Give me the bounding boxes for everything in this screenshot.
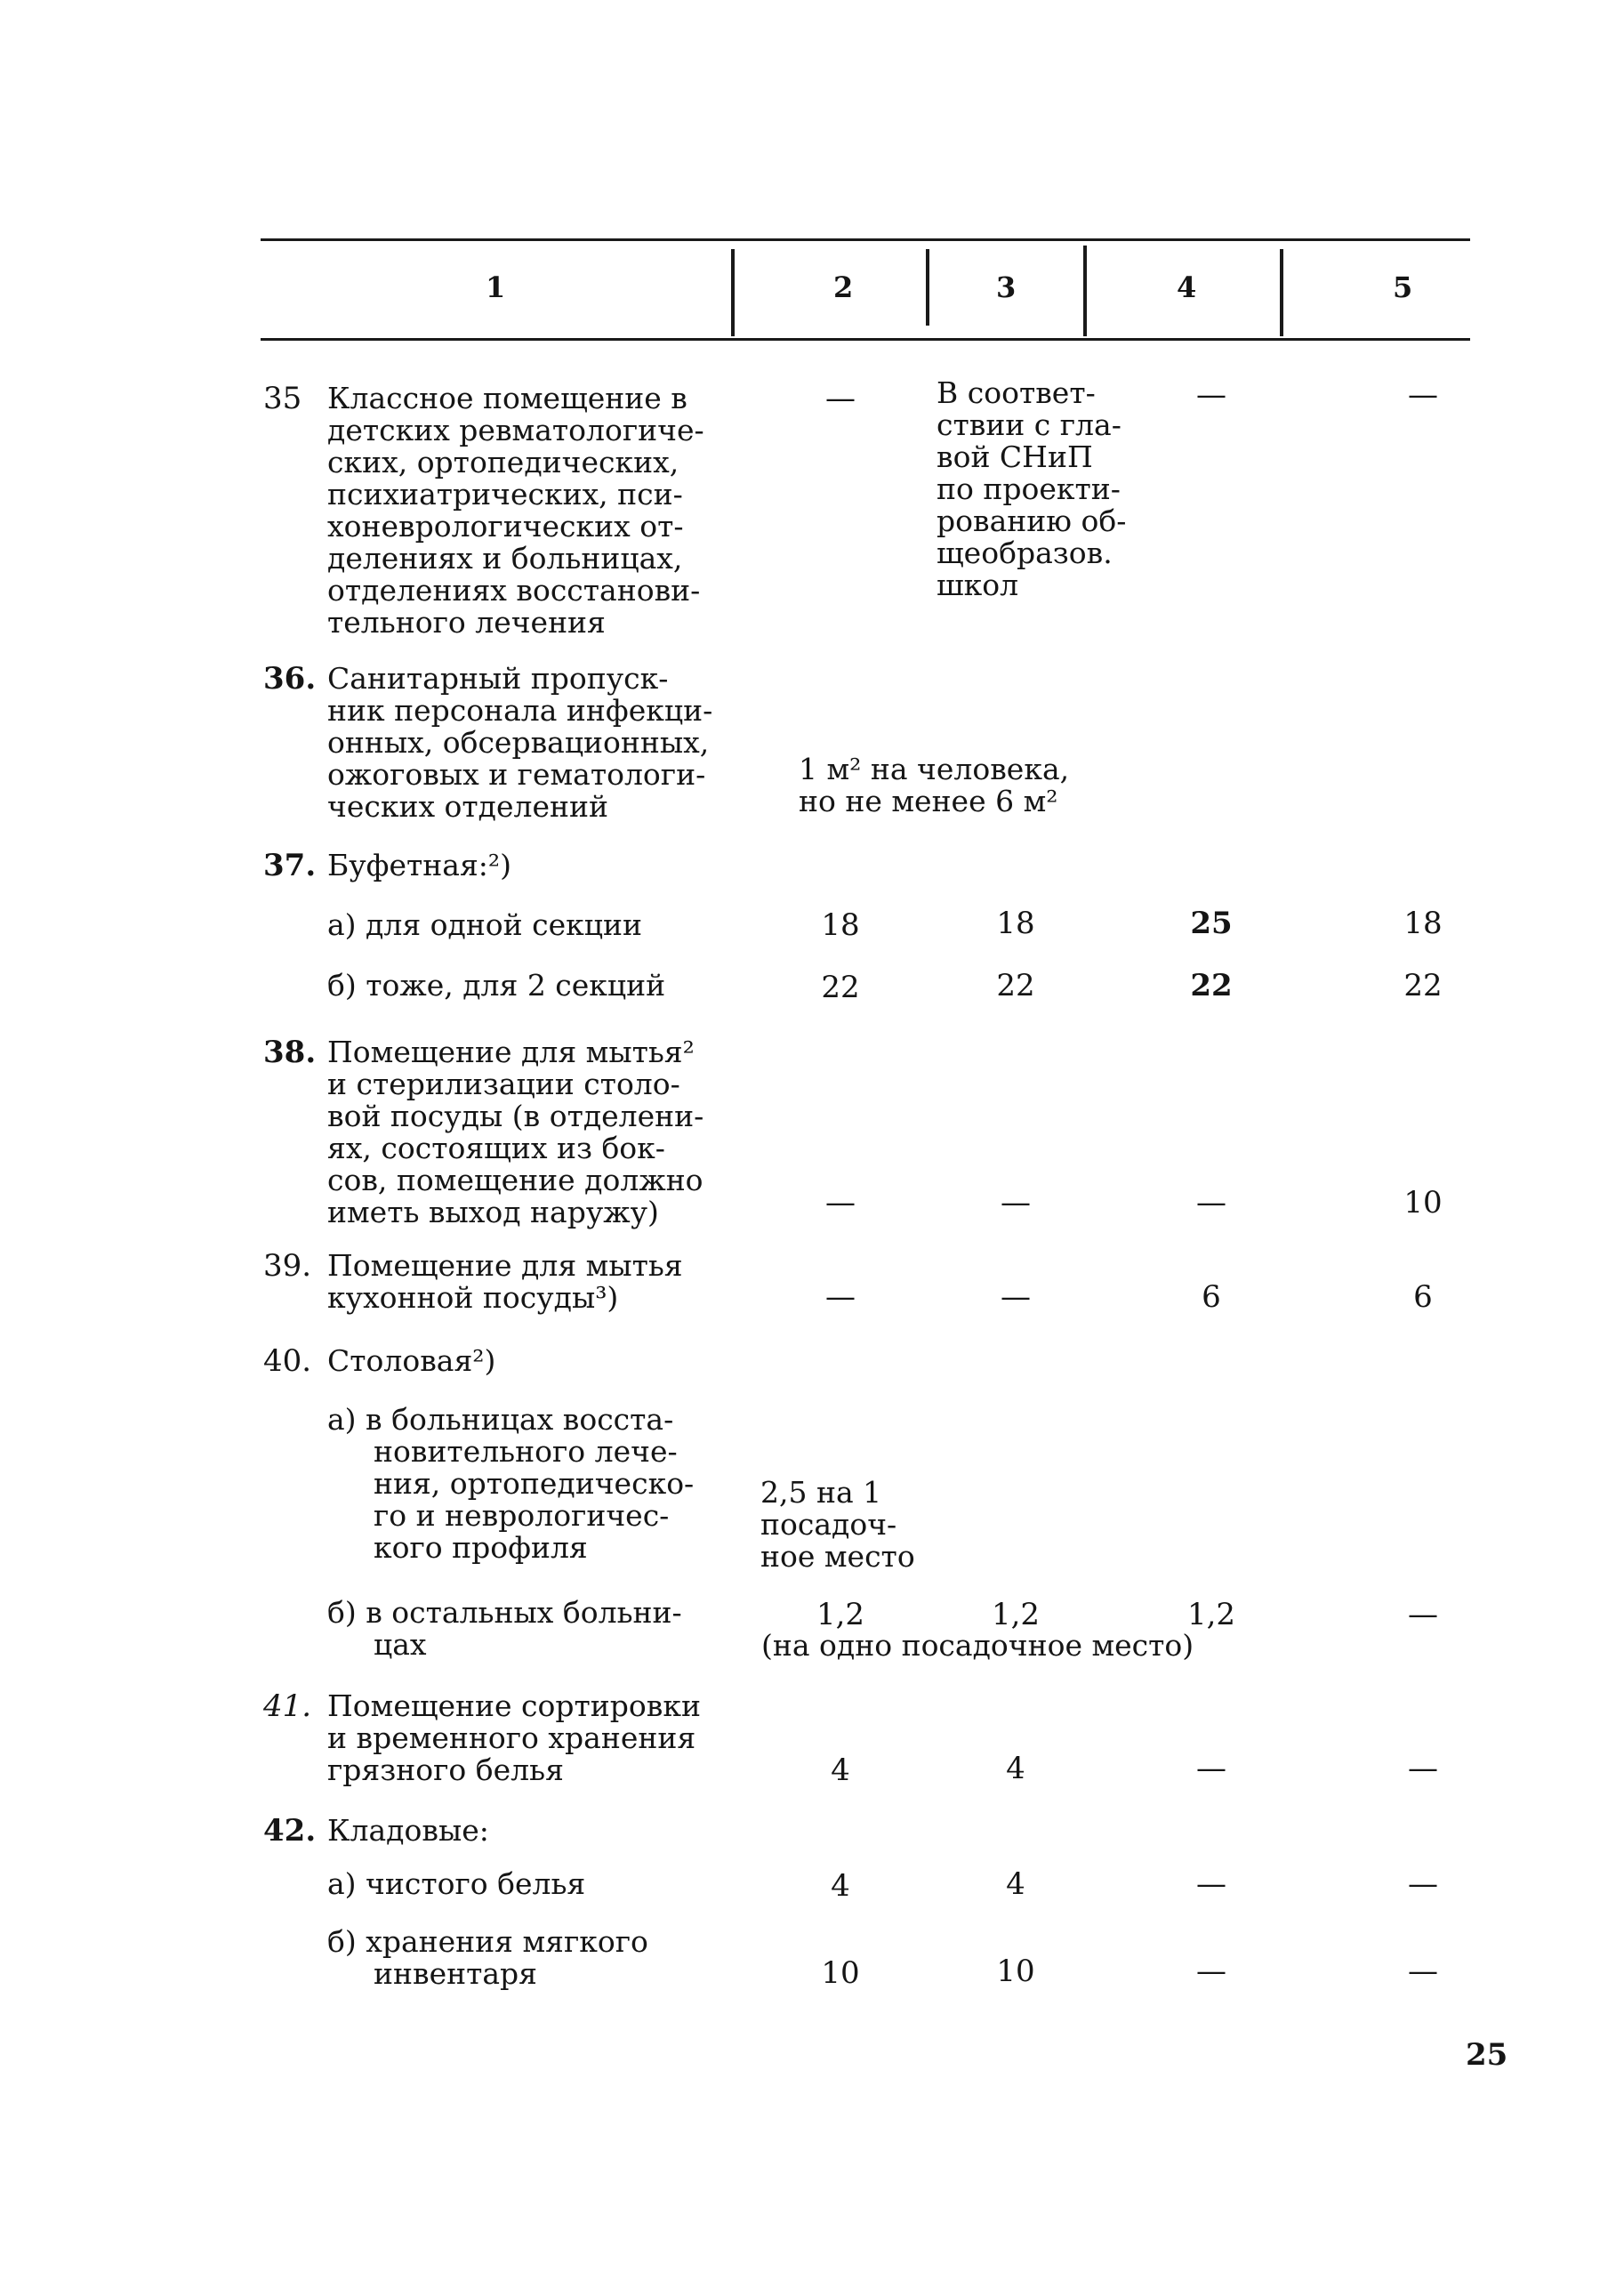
cell-value: 4 [1006,1866,1025,1902]
cell-value: 10 [996,1954,1035,1989]
cell-value: — [1001,1279,1031,1315]
row-sublabel: б) хранения мягкого инвентаря [327,1924,648,1991]
column-header-4: 4 [1177,270,1197,304]
cell-value: 4 [1006,1751,1025,1786]
cell-note: 2,5 на 1 посадоч- ное место [760,1475,915,1574]
cell-value: 6 [1202,1279,1221,1315]
cell-value: 18 [1403,906,1443,941]
cell-value: 22 [1403,968,1443,1003]
column-divider [1083,246,1087,336]
cell-value: 22 [996,968,1035,1003]
cell-value: 6 [1413,1279,1433,1315]
cell-value: — [825,1279,856,1315]
row-sublabel: а) для одной секции [327,907,643,942]
cell-value: 25 [1190,906,1233,941]
column-header-1: 1 [486,270,506,304]
row-sublabel: а) в больницах восста- новительного лече- ния, ортопедическо- го и неврологичес- кого профиля [327,1402,695,1565]
row-label: Буфетная:²) [327,848,511,882]
cell-value: — [1408,1866,1438,1902]
cell-value: — [1408,377,1438,413]
cell-value: — [1196,1185,1226,1221]
cell-value: — [1196,377,1226,413]
cell-note: (на одно посадочное место) [761,1628,1194,1663]
column-header-3: 3 [996,270,1017,304]
cell-value: — [825,381,856,416]
row-label: Помещение для мытья кухонной посуды³) [327,1248,683,1315]
row-number: 39. [263,1248,312,1284]
cell-value: 18 [821,907,860,943]
row-label: Помещение для мытья² и стерилизации столо- вой посуды (в отделени- ях, состоящих из бок- сов, помещение должно иметь выход наружу) [327,1035,704,1229]
row-label: Столовая²) [327,1343,496,1378]
row-label: Кладовые: [327,1813,489,1848]
cell-value: — [1408,1751,1438,1786]
header-top-rule [261,238,1470,241]
row-sublabel: а) чистого белья [327,1866,586,1901]
column-header-2: 2 [833,270,854,304]
cell-value: 10 [821,1955,860,1991]
column-header-5: 5 [1393,270,1413,304]
row-label: Классное помещение в детских ревматологиче- ских, ортопедических, психиатрических, пси- хоневрологических от- делениях и больницах, отделениях восстанови- тельного лечения [327,381,704,640]
cell-value: — [1408,1597,1438,1632]
row-number: 40. [263,1343,312,1379]
cell-value: 4 [831,1868,850,1904]
cell-value: 1,2 [991,1597,1041,1632]
cell-value: 18 [996,906,1035,941]
column-divider [731,249,735,336]
row-sublabel: б) в остальных больни- цах [327,1595,682,1662]
header-bottom-rule [261,338,1470,341]
row-number: 38. [263,1035,317,1070]
cell-note: В соответ- ствии с гла- вой СНиП по проекти- рованию об- щеобразов. школ [937,375,1127,602]
cell-value: 10 [1403,1185,1443,1221]
page-number: 25 [1466,2037,1508,2073]
cell-note: 1 м² на человека, но не менее 6 м² [799,752,1070,818]
cell-value: — [1196,1751,1226,1786]
cell-value: — [825,1185,856,1221]
row-number: 35 [263,381,302,416]
row-number: 42. [263,1813,317,1849]
row-label: Санитарный пропуск- ник персонала инфекци- онных, обсервационных, ожоговых и гематологи- ческих отделений [327,661,713,824]
cell-value: 22 [821,970,860,1005]
column-divider [1280,249,1283,336]
cell-value: 1,2 [816,1597,865,1632]
column-divider [926,249,929,326]
cell-value: 1,2 [1186,1597,1236,1632]
row-sublabel: б) тоже, для 2 секций [327,968,666,1003]
row-number: 36. [263,661,317,697]
row-number: 41. [263,1688,312,1724]
cell-value: — [1001,1185,1031,1221]
cell-value: — [1196,1866,1226,1902]
cell-value: 4 [831,1752,850,1788]
cell-value: 22 [1190,968,1233,1003]
cell-value: — [1196,1954,1226,1989]
row-label: Помещение сортировки и временного хранения грязного белья [327,1688,701,1787]
row-number: 37. [263,848,317,883]
cell-value: — [1408,1954,1438,1989]
